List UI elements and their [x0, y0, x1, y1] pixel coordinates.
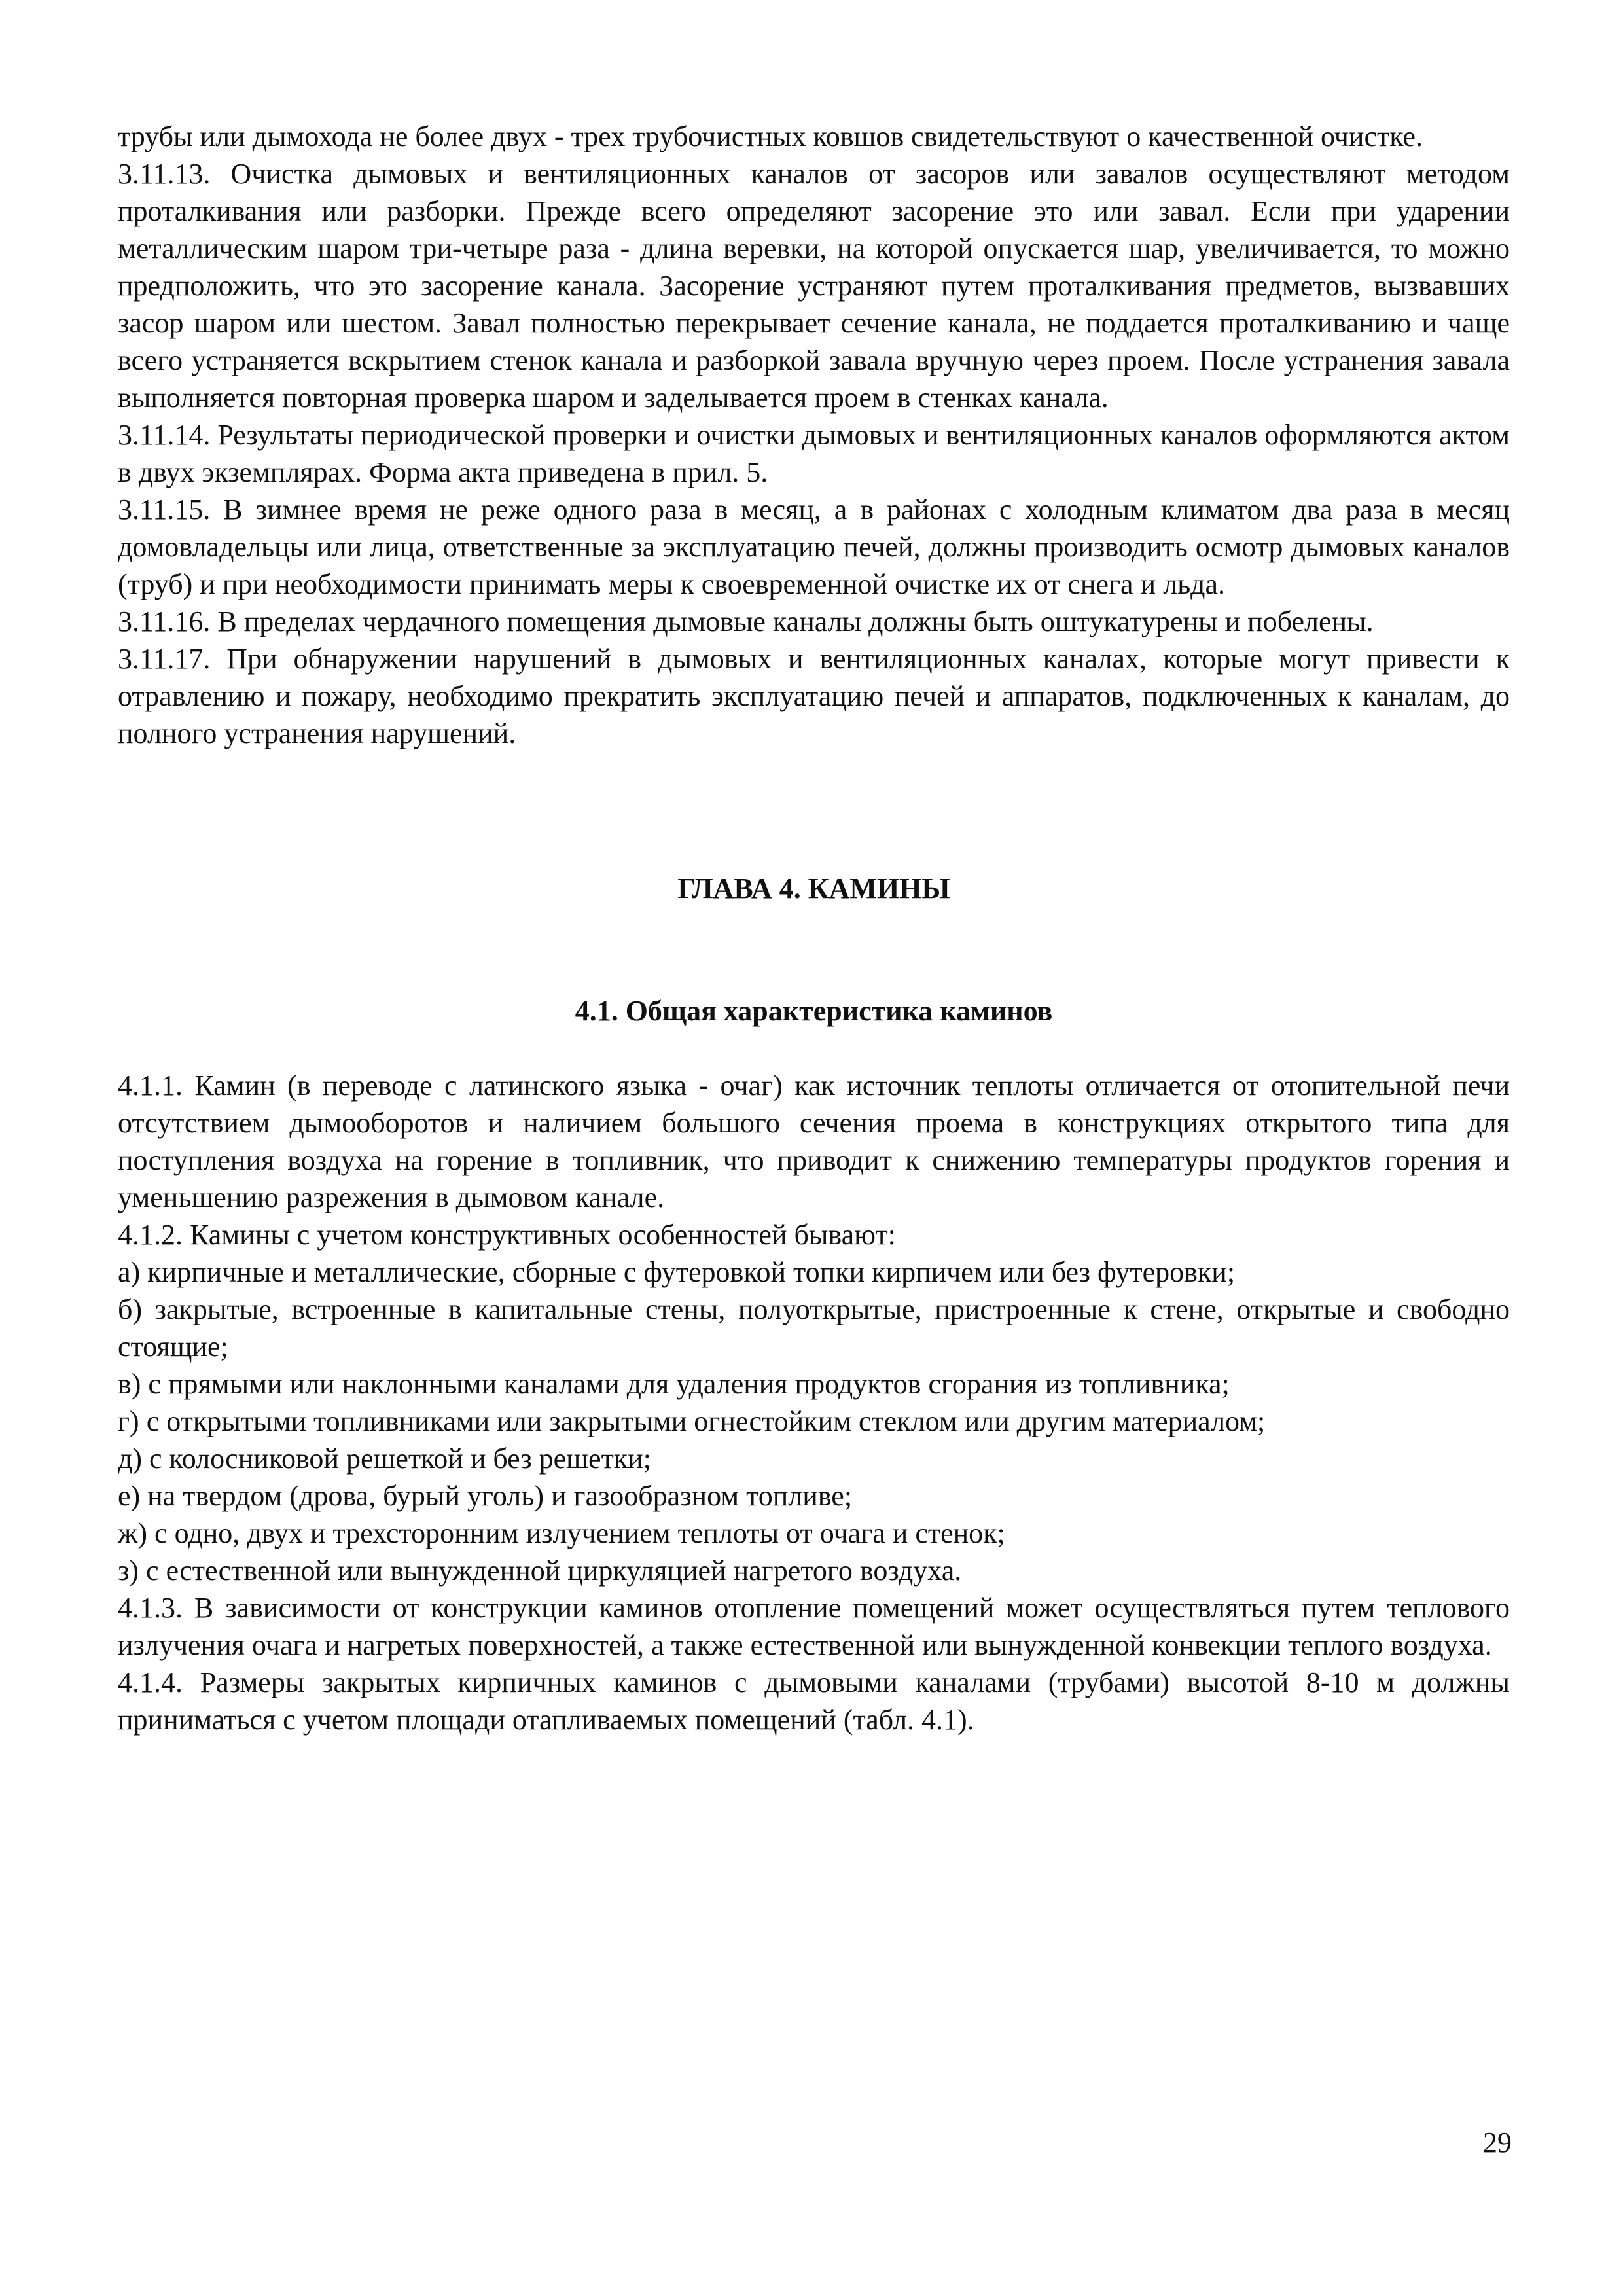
document-page: [118, 118, 1510, 1738]
list-item-e: е) на твердом (дрова, бурый уголь) и газообразном топливе;: [118, 1480, 853, 1512]
paragraph-3-11-16: 3.11.16. В пределах чердачного помещения дымовые каналы должны быть оштукатурены и побелены.: [118, 605, 1374, 637]
list-item-g: г) с открытыми топливниками или закрытыми огнестойким стеклом или другим материалом;: [118, 1405, 1266, 1437]
spacer: [118, 752, 1510, 870]
page-number: 29: [1483, 2126, 1512, 2159]
list-item-a: а) кирпичные и металлические, сборные с футеровкой топки кирпичем или без футеровки;: [118, 1256, 1236, 1288]
paragraph-4-1-4: 4.1.4. Размеры закрытых кирпичных каминов с дымовыми каналами (трубами) высотой 8-10 м должны приниматься с учетом площади отапливаемых помещений (табл. 4.1).: [118, 1666, 1510, 1736]
paragraph-3-11-15: 3.11.15. В зимнее время не реже одного раза в месяц, а в районах с холодным климатом два раза в месяц домовладельцы или лица, ответственные за эксплуатацию печей, должны производить осмотр дымовых каналов (труб) и при необходимости принимать меры к своевременной очистке их от снега и льда.: [118, 493, 1510, 600]
paragraph-4-1-3: 4.1.3. В зависимости от конструкции каминов отопление помещений может осуществляться путем теплового излучения очага и нагретых поверхностей, а также естественной или вынужденной конвекции теплого воздуха.: [118, 1592, 1510, 1661]
list-item-b: б) закрытые, встроенные в капитальные стены, полуоткрытые, пристроенные к стене, открытые и свободно стоящие;: [118, 1293, 1510, 1363]
paragraph-continuation: трубы или дымохода не более двух - трех трубочистных ковшов свидетельствуют о качественной очистке.: [118, 120, 1423, 152]
chapter-title: ГЛАВА 4. КАМИНЫ: [677, 872, 950, 905]
paragraph-3-11-17: 3.11.17. При обнаружении нарушений в дымовых и вентиляционных каналах, которые могут привести к отравлению и пожару, необходимо прекратить эксплуатацию печей и аппаратов, подключенных к каналам, до полного устранения нарушений.: [118, 643, 1510, 749]
list-item-z: з) с естественной или вынужденной циркуляцией нагретого воздуха.: [118, 1554, 962, 1587]
paragraph-3-11-14: 3.11.14. Результаты периодической проверки и очистки дымовых и вентиляционных каналов оформляются актом в двух экземплярах. Форма акта приведена в прил. 5.: [118, 419, 1510, 488]
section-title: 4.1. Общая характеристика каминов: [575, 995, 1053, 1027]
paragraph-4-1-1: 4.1.1. Камин (в переводе с латинского языка - очаг) как источник теплоты отличается от отопительной печи отсутствием дымооборотов и наличием большого сечения проема в конструкциях открытого типа для поступления воздуха на горение в топливник, что приводит к снижению температуры продуктов горения и уменьшению разрежения в дымовом канале.: [118, 1069, 1510, 1213]
list-item-zh: ж) с одно, двух и трехсторонним излучением теплоты от очага и стенок;: [118, 1517, 1005, 1549]
list-item-v: в) с прямыми или наклонными каналами для удаления продуктов сгорания из топливника;: [118, 1368, 1230, 1400]
list-item-d: д) с колосниковой решеткой и без решетки;: [118, 1443, 651, 1475]
paragraph-3-11-13: 3.11.13. Очистка дымовых и вентиляционных каналов от засоров или завалов осуществляют методом проталкивания или разборки. Прежде всего определяют засорение это или завал. Если при ударении металлическим шаром три-четыре раза - длина веревки, на которой опускается шар, увеличивается, то можно предположить, что это засорение канала. Засорение устраняют путем проталкивания предметов, вызвавших засор шаром или шестом. Завал полностью перекрывает сечение канала, не поддается проталкиванию и чаще всего устраняется вскрытием стенок канала и разборкой завала вручную через проем. После устранения завала выполняется повторная проверка шаром и заделывается проем в стенках канала.: [118, 158, 1510, 414]
paragraph-4-1-2: 4.1.2. Камины с учетом конструктивных особенностей бывают:: [118, 1219, 896, 1251]
spacer: [118, 907, 1510, 992]
spacer: [118, 1030, 1510, 1067]
